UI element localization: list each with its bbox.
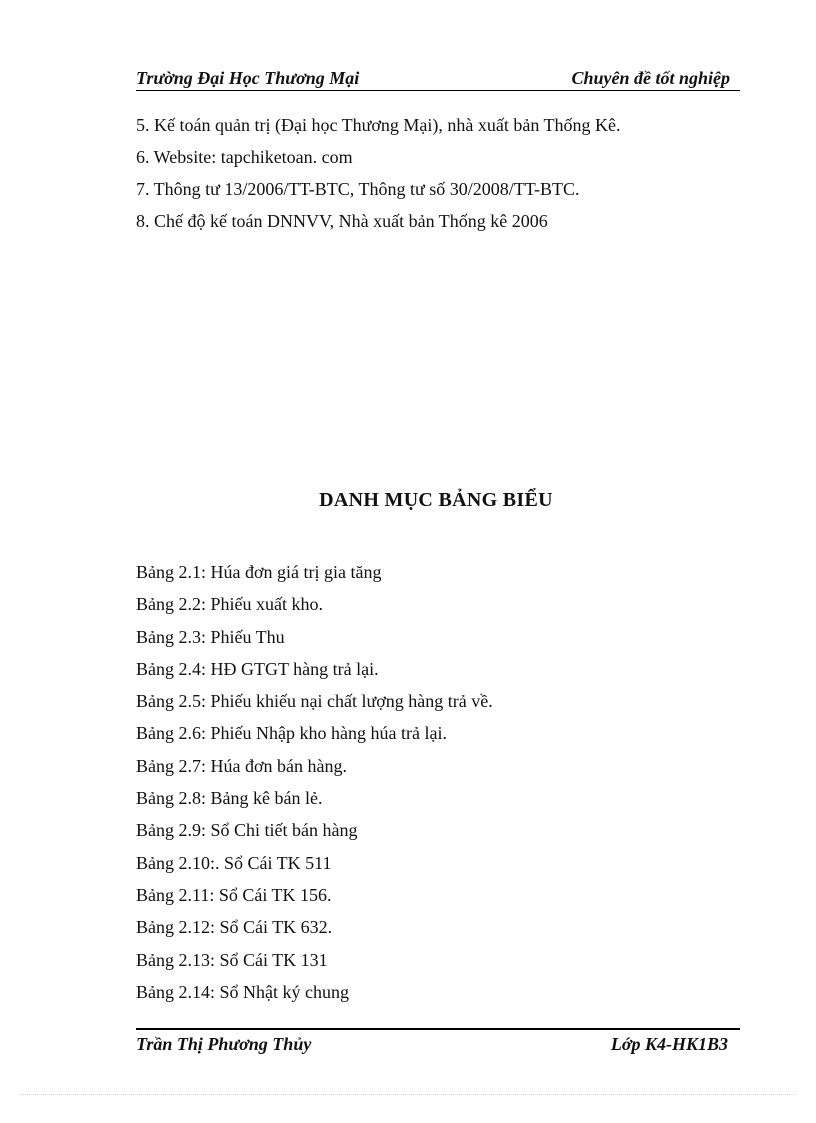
table-list-item: Bảng 2.8: Bảng kê bán lẻ. — [136, 788, 323, 809]
reference-item: 8. Chế độ kế toán DNNVV, Nhà xuất bản Thống kê 2006 — [136, 211, 548, 231]
table-list-item: Bảng 2.3: Phiếu Thu — [136, 626, 285, 647]
table-list-item: Bảng 2.5: Phiếu khiếu nại chất lượng hàng trả về. — [136, 691, 493, 712]
table-list-item: Bảng 2.12: Sổ Cái TK 632. — [136, 917, 333, 938]
table-list — [136, 560, 740, 1012]
page-bottom-dotted-line — [20, 1094, 796, 1095]
reference-list — [136, 113, 740, 241]
table-list-item: Bảng 2.13: Sổ Cái TK 131 — [136, 949, 328, 970]
section-title: DANH MỤC BẢNG BIỂU — [319, 489, 553, 511]
page-header — [136, 68, 740, 91]
header-school-name: Trường Đại Học Thương Mại — [136, 68, 360, 88]
table-list-item: Bảng 2.10:. Sổ Cái TK 511 — [136, 852, 332, 873]
reference-item: 7. Thông tư 13/2006/TT-BTC, Thông tư số 30/2008/TT-BTC. — [136, 179, 580, 199]
header-document-type: Chuyên đề tốt nghiệp — [571, 68, 730, 88]
table-list-item: Bảng 2.2: Phiếu xuất kho. — [136, 594, 323, 615]
footer-class: Lớp K4-HK1B3 — [610, 1034, 728, 1054]
table-list-item: Bảng 2.14: Sổ Nhật ký chung — [136, 981, 349, 1002]
reference-item: 5. Kế toán quản trị (Đại học Thương Mại), nhà xuất bản Thống Kê. — [136, 115, 621, 135]
table-list-item: Bảng 2.7: Húa đơn bán hàng. — [136, 755, 347, 776]
footer-author: Trần Thị Phương Thủy — [136, 1034, 312, 1054]
table-list-item: Bảng 2.4: HĐ GTGT hàng trả lại. — [136, 658, 379, 679]
table-list-item: Bảng 2.9: Sổ Chi tiết bán hàng — [136, 820, 358, 841]
reference-item: 6. Website: tapchiketoan. com — [136, 147, 353, 167]
table-list-item: Bảng 2.11: Sổ Cái TK 156. — [136, 884, 332, 905]
table-list-item: Bảng 2.6: Phiếu Nhập kho hàng húa trả lại. — [136, 723, 447, 744]
table-list-item: Bảng 2.1: Húa đơn giá trị gia tăng — [136, 562, 382, 582]
page-footer — [136, 1028, 740, 1060]
